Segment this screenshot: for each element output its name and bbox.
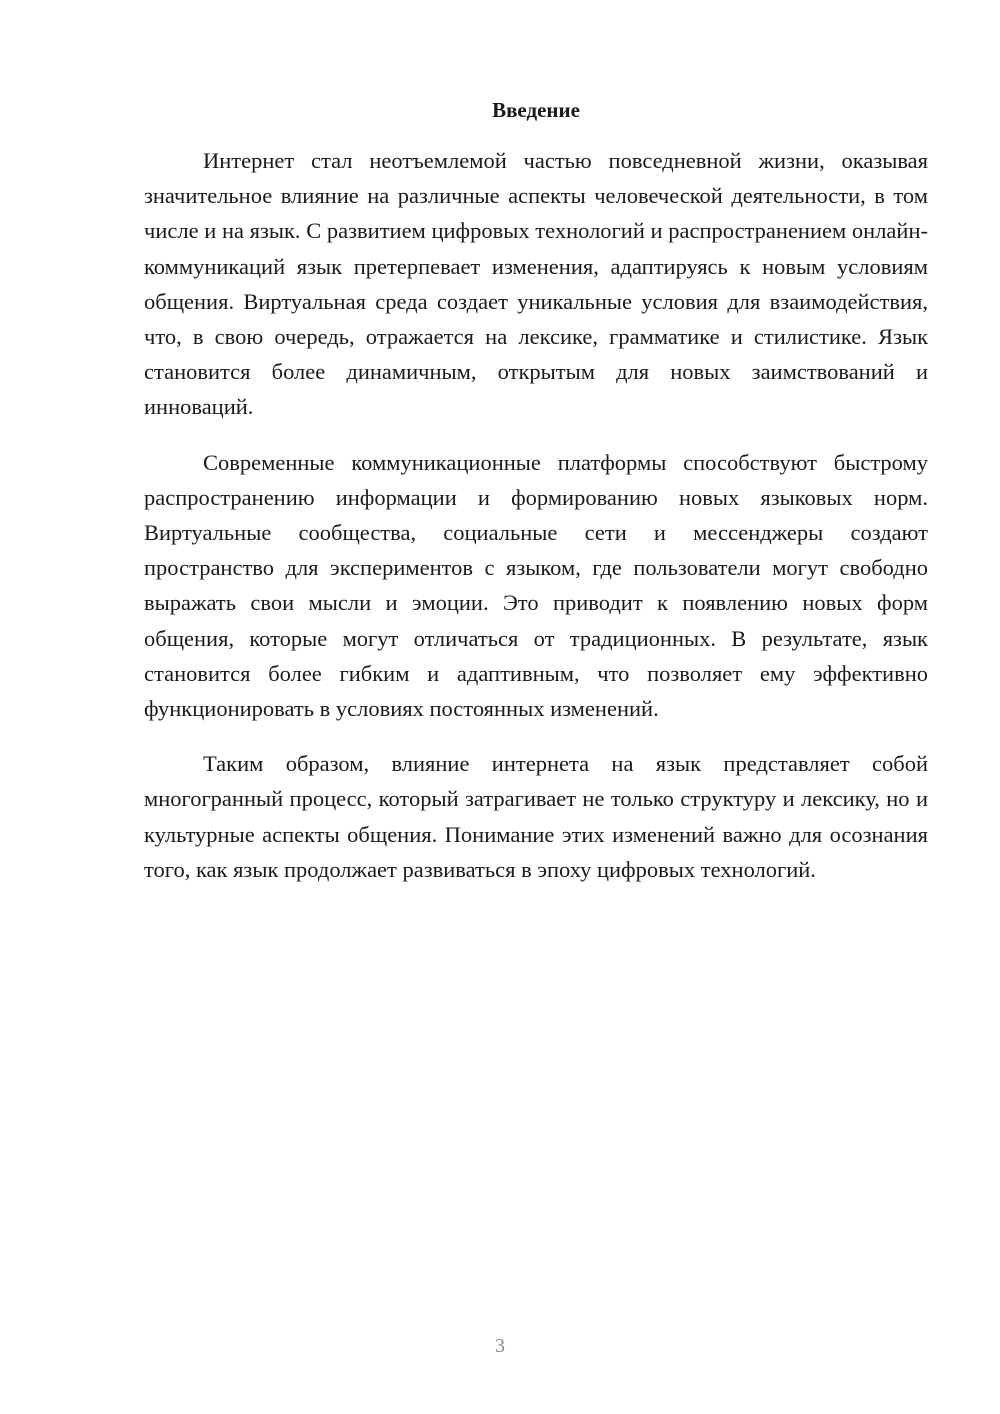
body-text [144,143,928,907]
paragraph-3: Таким образом, влияние интернета на язык представляет собой многогранный процесс, который затрагивает не только структуру и лексику, но и культурные аспекты общения. Понимание этих изменений важно для осознания того, как язык продолжает развиваться в эпоху цифровых технологий. [144,751,928,882]
paragraph-2: Современные коммуникационные платформы способствуют быстрому распространению информации и формированию новых языковых норм. Виртуальные сообщества, социальные сети и мессенджеры создают пространство для экспериментов с языком, где пользователи могут свободно выражать свои мысли и эмоции. Это приводит к появлению новых форм общения, которые могут отличаться от традиционных. В результате, язык становится более гибким и адаптивным, что позволяет ему эффективно функционировать в условиях постоянных изменений. [144,449,928,722]
page-number: 3 [495,1335,505,1357]
section-heading: Введение [492,98,580,122]
paragraph-1: Интернет стал неотъемлемой частью повседневной жизни, оказывая значительное влияние на различные аспекты человеческой деятельности, в том числе и на язык. С развитием цифровых технологий и распространением онлайн-коммуникаций язык претерпевает изменения, адаптируясь к новым условиям общения. Виртуальная среда создает уникальные условия для взаимодействия, что, в свою очередь, отражается на лексике, грамматике и стилистике. Язык становится более динамичным, открытым для новых заимствований и инноваций. [144,148,928,420]
